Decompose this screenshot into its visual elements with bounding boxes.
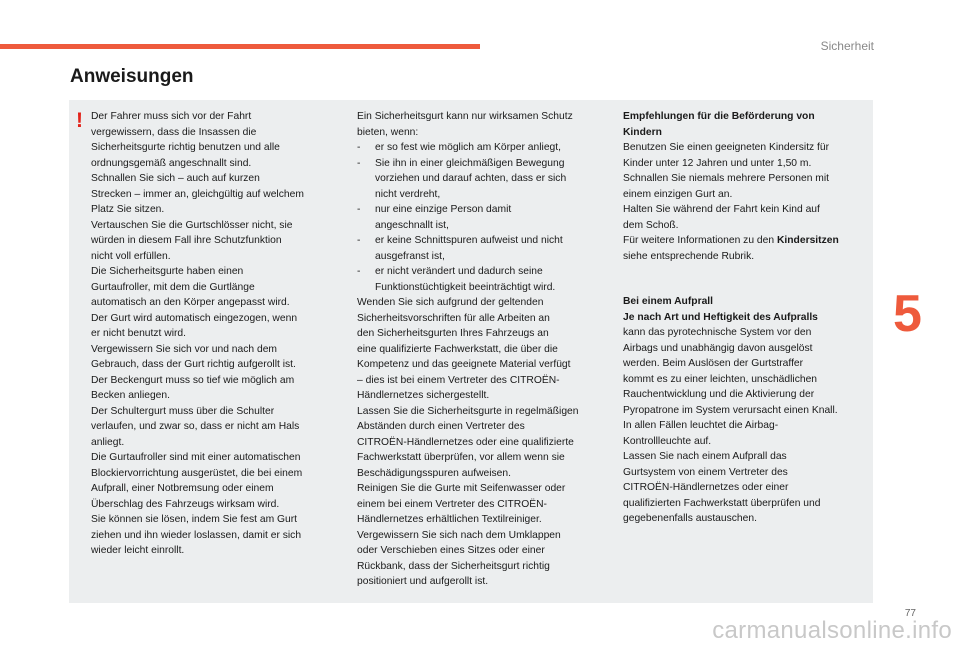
text-line: bieten, wenn: [357,126,419,138]
text-line: In allen Fällen leuchtet die Airbag- [623,420,779,431]
text-line: qualifizierten Fachwerkstatt überprüfen und [623,497,821,509]
text-line: automatisch an den Körper angepasst wird. [91,297,290,308]
list-item-text: angeschnallt ist, [375,219,449,231]
text-line: einem bei einem Vertreter des CITROËN- [357,498,547,510]
list-item-line [357,280,607,296]
text-line: Der Fahrer muss sich vor der Fahrt [91,111,252,122]
info-bold: Kindersitzen [776,235,839,246]
list-dash: - [357,266,361,277]
text-line: Vergewissern Sie sich nach dem Umklappen [357,529,561,541]
text-line: Sicherheitsgurte richtig benutzen und alle [91,142,280,153]
text-line: Becken anliegen. [91,390,171,401]
text-line: Gurtsystem von einem Vertreter des [623,466,788,478]
list-dash: - [357,142,361,153]
text-line: nicht voll erfüllen. [91,250,171,262]
text-line: Schnallen Sie sich – auch auf kurzen [91,173,260,184]
text-line: Ein Sicherheitsgurt kann nur wirksamen Schutz [357,111,573,122]
column-warnings [91,109,331,559]
text-line: ordnungsgemäß angeschnallt sind. [91,157,252,169]
text-line: Rückbank, dass der Sicherheitsgurt richtig [357,560,550,572]
list-item-text: er so fest wie möglich am Körper anliegt, [375,142,561,153]
list-item-line [357,202,607,218]
text-line: Platz Sie sitzen. [91,204,165,215]
list-dash [357,218,375,234]
text-line: verlaufen, und zwar so, dass er nicht am Hals [91,421,300,432]
page-number: 77 [904,608,916,619]
text-line: Händlernetzes erhältlichen Textilreiniger. [357,514,542,525]
text-line: dem Schoß. [623,219,679,231]
list-item-line [357,140,607,156]
list-item-line [357,171,607,187]
list-item-line [357,218,607,234]
text-line: Überschlag des Fahrzeugs wirksam wird. [91,498,280,510]
text-line: Pyropatrone im System verursacht einen Knall. [623,404,838,416]
crash-heading: Je nach Art und Heftigkeit des Aufpralls [623,311,818,323]
chapter-number: 5 [893,285,922,343]
list-item-text: Sie ihn in einer gleichmäßigen Bewegung [375,157,565,169]
text-line: eine qualifizierte Fachwerkstatt, die über die [357,343,558,355]
text-line: vergewissern, dass die Insassen die [91,126,257,138]
list-dash: - [357,235,361,246]
text-line: Sicherheitsvorschriften für alle Arbeiten an [357,312,550,324]
text-line: Vertauschen Sie die Gurtschlösser nicht, sie [91,219,293,231]
text-line: Lassen Sie die Sicherheitsgurte in regelmäßigen [357,405,579,417]
text-line: Benutzen Sie einen geeigneten Kindersitz für [623,142,830,153]
list-item-text: Funktionstüchtigkeit beeinträchtigt wird. [375,281,556,293]
text-line: Halten Sie während der Fahrt kein Kind auf [623,204,820,215]
text-line: würden in diesem Fall ihre Schutzfunktion [91,235,282,246]
text-line: Abständen durch einen Vertreter des [357,421,525,432]
text-line: Der Beckengurt muss so tief wie möglich am [91,374,295,386]
list-dash [357,187,375,203]
list-dash [357,280,375,296]
text-line: CITROËN-Händlernetzes oder eine qualifizierte [357,436,574,448]
column-children-crash [623,109,868,527]
list-item-text: nur eine einzige Person damit [375,204,512,215]
list-item-line [357,233,607,249]
text-line: werden. Beim Auslösen der Gurtstraffer [623,358,804,369]
text-line: Gebrauch, dass der Gurt richtig aufgerollt ist. [91,359,296,370]
list-item-line [357,156,607,172]
text-line: oder Verschieben eines Sitzes oder einer [357,545,545,556]
text-line: Reinigen Sie die Gurte mit Seifenwasser oder [357,483,566,494]
warning-icon: ! [76,109,83,132]
text-line: den Sicherheitsgurten Ihres Fahrzeugs an [357,328,549,339]
text-line: Rauchentwicklung und die Aktivierung der [623,389,815,400]
list-dash: - [357,204,361,215]
text-line: Blockiervorrichtung ausgerüstet, die bei einem [91,467,303,479]
list-item-text: vorziehen und darauf achten, dass er sich [375,173,567,184]
children-heading: Empfehlungen für die Beförderung von [623,111,815,122]
text-line: er nicht benutzt wird. [91,328,187,339]
list-item-text: ausgefranst ist, [375,250,445,262]
text-line: Kontrollleuchte auf. [623,435,712,447]
text-line: Wenden Sie sich aufgrund der geltenden [357,297,544,308]
text-line: wieder leicht einrollt. [91,545,185,556]
text-line: Vergewissern Sie sich vor und nach dem [91,343,278,355]
text-line: Sie können sie lösen, indem Sie fest am Gurt [91,514,298,525]
text-line: Kompetenz und das geeignete Material verfügt [357,359,571,370]
page-title: Anweisungen [70,66,194,87]
text-line: Fachwerkstatt überprüfen, vor allem wenn sie [357,452,565,463]
list-item-line [357,249,607,265]
crash-heading: Bei einem Aufprall [623,296,714,307]
text-line: siehe entsprechende Rubrik. [623,250,755,262]
text-line: gegebenenfalls austauschen. [623,513,757,524]
text-line: CITROËN-Händlernetzes oder einer [623,482,789,493]
top-accent-bar [0,44,480,49]
text-line: positioniert und aufgerollt ist. [357,576,489,587]
info-prefix: Für weitere Informationen zu den [623,235,777,246]
spacer [623,279,868,294]
text-line: Der Gurt wird automatisch eingezogen, wenn [91,312,298,324]
column-belt-conditions [357,109,607,590]
text-line: Die Gurtaufroller sind mit einer automatischen [91,452,301,463]
text-line: einem einzigen Gurt an. [623,188,733,200]
text-line: ziehen und ihn wieder loslassen, damit er sich [91,529,302,541]
text-line: Beschädigungsspuren aufweisen. [357,467,511,479]
text-line: Airbags und unabhängig davon ausgelöst [623,342,813,354]
list-item-text: nicht verdreht, [375,188,441,200]
text-line: Händlernetzes sichergestellt. [357,390,490,401]
list-dash [357,249,375,265]
watermark: carmanualsonline.info [712,617,952,644]
text-line: kann das pyrotechnische System vor den [623,327,812,338]
list-item-text: er keine Schnittspuren aufweist und nicht [375,235,563,246]
text-line: Die Sicherheitsgurte haben einen [91,266,244,277]
spacer [623,264,868,279]
list-dash: - [357,157,361,169]
text-line: Aufprall, einer Notbremsung oder einem [91,483,274,494]
list-item-text: er nicht verändert und dadurch seine [375,266,543,277]
text-line: anliegt. [91,436,125,448]
text-line: Der Schultergurt muss über die Schulter [91,405,275,417]
text-line: Lassen Sie nach einem Aufprall das [623,451,787,462]
list-item-line [357,264,607,280]
text-line: Gurtaufroller, mit dem die Gurtlänge [91,281,255,293]
text-line: – dies ist bei einem Vertreter des CITROËN- [357,374,560,386]
list-dash [357,171,375,187]
list-item-line [357,187,607,203]
text-line: Strecken – immer an, gleichgültig auf welchem [91,188,304,200]
text-line: Kinder unter 12 Jahren und unter 1,50 m. [623,157,812,169]
children-heading: Kindern [623,126,662,138]
text-line: Schnallen Sie niemals mehrere Personen mit [623,173,830,184]
info-line [623,233,868,249]
text-line: kommt es zu einer leichten, unschädlichen [623,373,818,385]
section-header: Sicherheit [820,39,874,53]
